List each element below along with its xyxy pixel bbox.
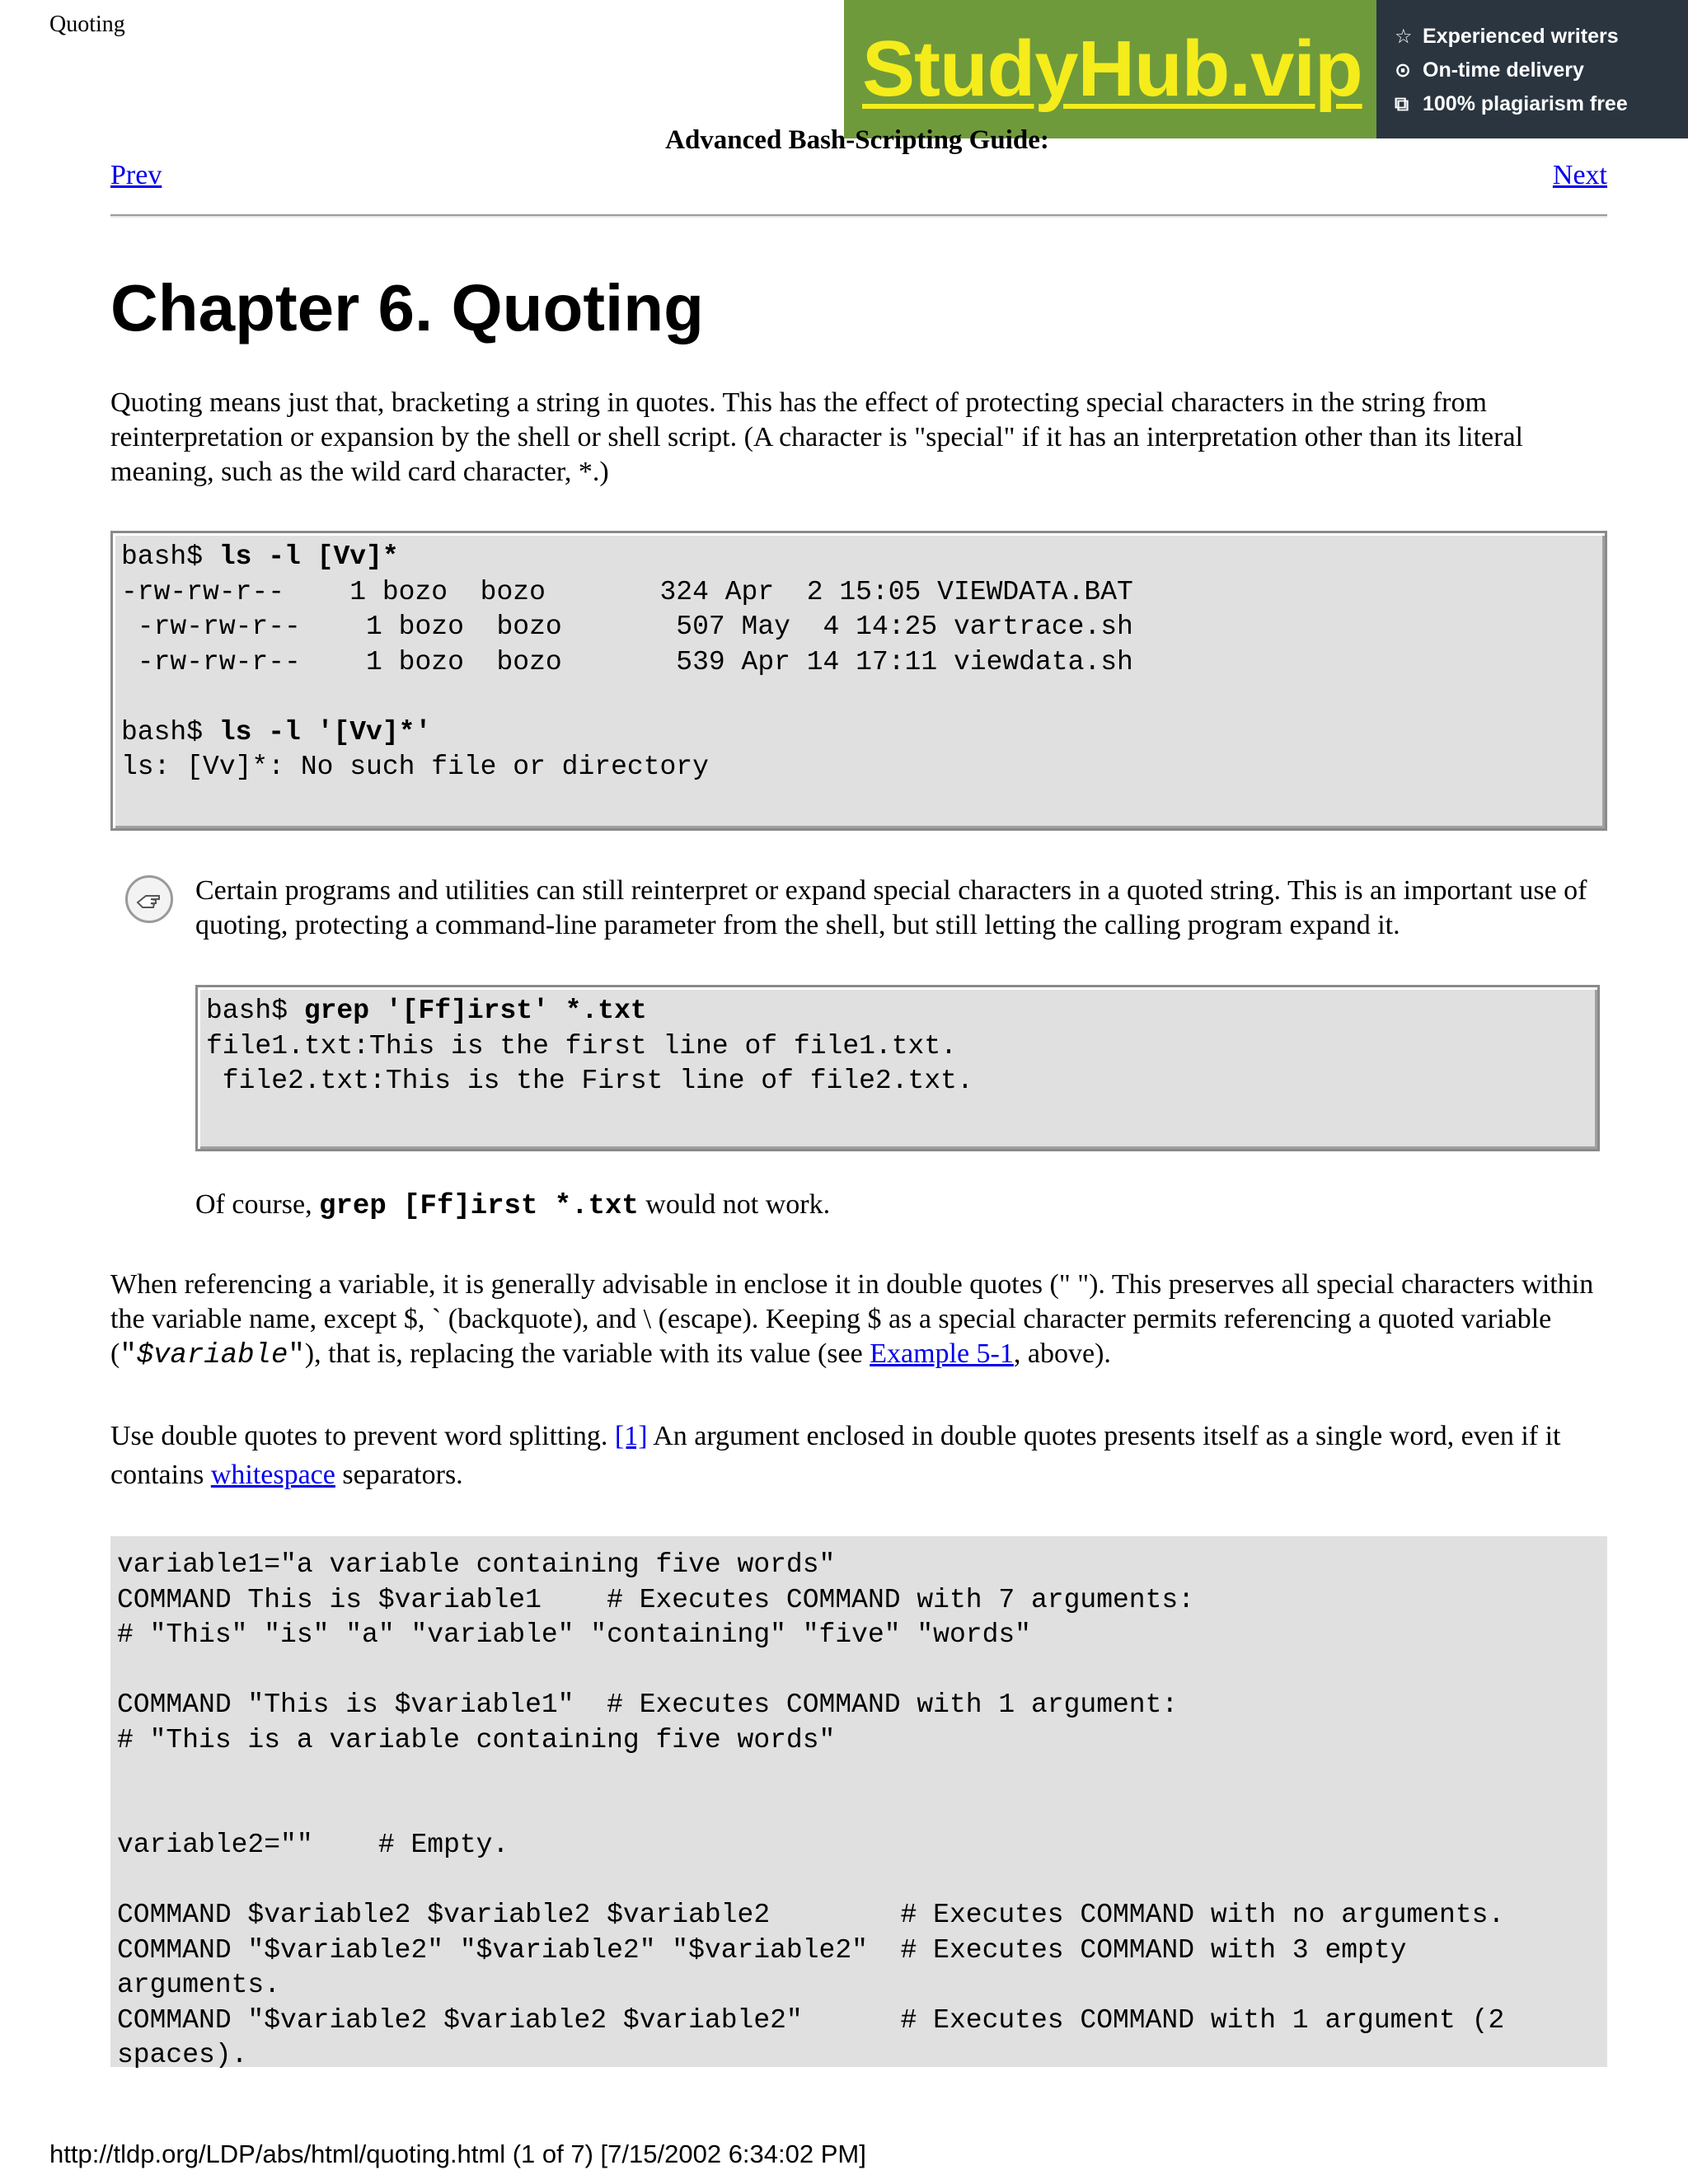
studyhub-banner[interactable] [844,0,1688,138]
prev-link[interactable]: Prev [110,160,162,190]
text-span: would not work. [638,1189,831,1220]
page-header-label: Quoting [49,12,125,37]
command: ls -l '[Vv]*' [218,716,432,748]
note-followup [195,1188,1621,1224]
chapter-title: Chapter 6. Quoting [110,271,704,344]
program-listing-text: variable1="a variable containing five words" COMMAND This is $variable1 # Executes COMMAND with 7 arguments: # "This" "is" "a" "variable" "containing" "five" "words" COMMAND "This is $variable1" # Executes COMMAND with 1 argument: # "This is a variable containing five words" variable2="" # Empty. COMMAND $variable2 $variable2 $variable2 # Executes COMMAND with no arguments. COMMAND "$variable2" "$variable2" "$variable2" # Executes COMMAND with 3 empty arguments. COMMAND "$variable2 $variable2 $variable2" # Executes COMMAND with 1 argument (2 spaces). [117,1549,1505,2070]
command: grep '[Ff]irst' *.txt [303,996,647,1026]
next-link[interactable]: Next [1552,160,1607,190]
command: ls -l [Vv]* [218,541,399,572]
whitespace-link[interactable]: whitespace [210,1460,335,1490]
screen-grep-text [206,994,1589,1099]
footnote-1-link[interactable]: [1] [614,1421,648,1451]
clock-icon: ⊙ [1395,59,1412,82]
program-listing [110,1536,1607,2070]
banner-features [1376,0,1688,138]
banner-logo-area [844,0,1376,138]
prompt: bash$ [121,716,219,748]
variable-quoting-paragraph [110,1268,1619,1373]
banner-feature [1395,54,1688,87]
example-5-1-link[interactable]: Example 5-1 [870,1338,1014,1369]
command-output: file1.txt:This is the first line of file1.txt. file2.txt:This is the First line of file2.txt. [206,1030,973,1096]
word-splitting-paragraph [110,1417,1619,1494]
page-footer-url: http://tldp.org/LDP/abs/html/quoting.html (1 of 7) [7/15/2002 6:34:02 PM] [49,2139,866,2168]
book-title: Advanced Bash-Scripting Guide: [665,125,1049,155]
intro-paragraph: Quoting means just that, bracketing a string in quotes. This has the effect of protecting special characters in the string from reinterpretation or expansion by the shell or shell script. (A character is "special" if it has an interpretation other than its literal meaning, such as the wild card character, *.) [110,387,1523,487]
code-variable: $variable [136,1340,288,1371]
inline-code: grep [Ff]irst *.txt [319,1191,639,1222]
code-quote: " [120,1340,137,1371]
text-span: ), that is, replacing the variable with its value (see [304,1338,870,1369]
text-span: An argument enclosed in double quotes presents itself as a single word, even if it contains [110,1421,1561,1490]
banner-feature-text: Experienced writers [1423,25,1619,48]
text-span: When referencing a variable, it is generally advisable in enclose it in double quotes (" "). This preserves all special characters within the variable name, except $, ` (backquote), and \ (escape). Keeping $ as a special character permits referencing a quoted variable ( [110,1269,1594,1369]
note-pointing-hand-icon [125,875,173,923]
text-span: Of course, [195,1189,320,1220]
banner-feature-text: On-time delivery [1423,59,1584,82]
banner-feature-text: 100% plagiarism free [1423,92,1628,115]
command-output: ls: [Vv]*: No such file or directory [121,752,709,782]
screen-ls-text [121,540,1597,785]
copy-icon: ⧉ [1395,92,1409,115]
text-span: , above). [1013,1338,1111,1369]
text-span: separators. [335,1460,463,1490]
header-divider [110,214,1607,218]
banner-feature [1395,20,1688,54]
banner-feature [1395,87,1688,121]
command-output: -rw-rw-r-- 1 bozo bozo 324 Apr 2 15:05 VIEWDATA.BAT -rw-rw-r-- 1 bozo bozo 507 May 4 14:25 vartrace.sh -rw-rw-r-- 1 bozo bozo 539 Apr 14 17:11 viewdata.sh [121,576,1133,677]
screen-example-ls [110,531,1607,831]
note-text: Certain programs and utilities can still reinterpret or expand special characters in a quoted string. This is an important use of quoting, protecting a command-line parameter from the shell, but still letting the calling program expand it. [195,875,1587,940]
prompt: bash$ [121,541,219,572]
inline-code [120,1340,304,1371]
code-quote: " [288,1340,305,1371]
screen-example-grep [195,985,1600,1151]
prompt: bash$ [206,996,304,1026]
star-icon: ☆ [1395,26,1413,48]
studyhub-logo: StudyHub.vip [862,25,1362,113]
text-span: Use double quotes to prevent word splitting. [110,1421,615,1451]
